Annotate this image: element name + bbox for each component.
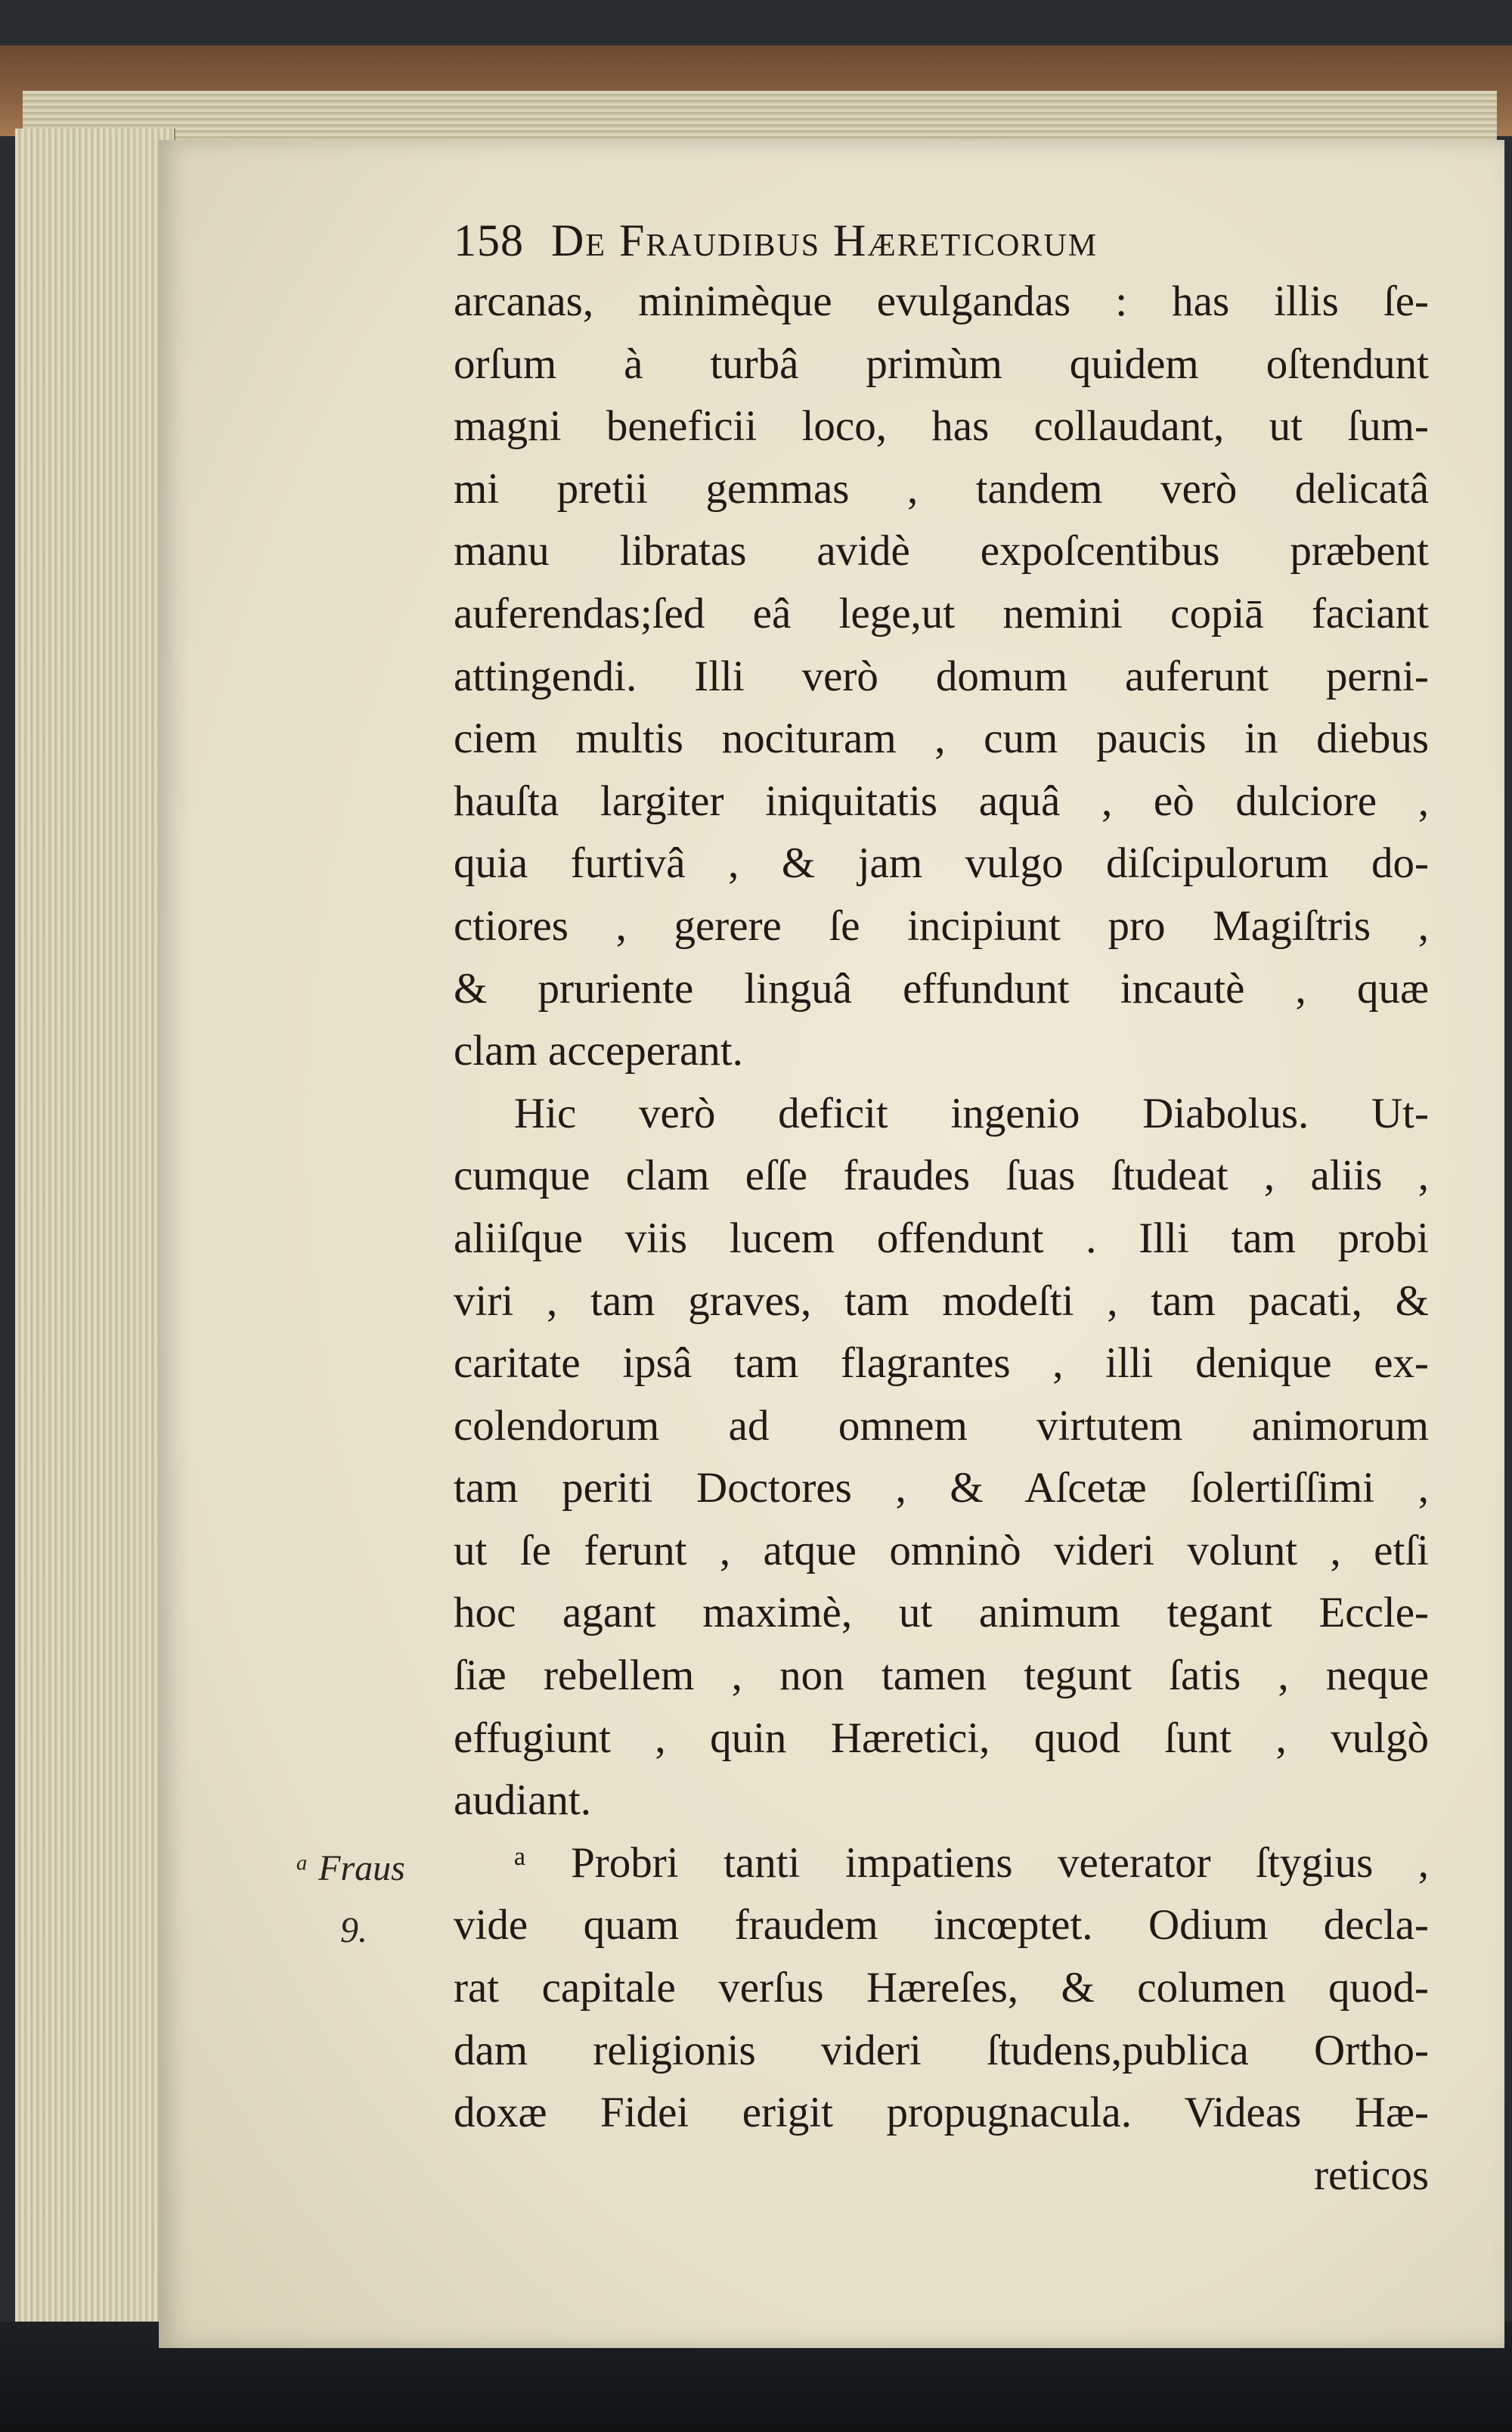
text-line: orſum à turbâ primùm quidem oſtendunt — [454, 340, 1429, 388]
text-line: ᵃ Probri tanti impatiens veterator ſtygius , — [514, 1838, 1429, 1887]
paragraph-1 — [454, 271, 1429, 1083]
running-title: De Fraudibus Hæreticorum — [551, 216, 1098, 265]
text-line: ciem multis nocituram , cum paucis in diebus — [454, 715, 1429, 763]
catchword: reticos — [1314, 2151, 1429, 2199]
text-line: ctiores , gerere ſe incipiunt pro Magiſtris , — [454, 901, 1429, 950]
marginal-note — [295, 1838, 446, 1962]
running-header — [454, 212, 1429, 269]
text-line: doxæ Fidei erigit propugnacula. Videas Hæ- — [454, 2089, 1429, 2137]
text-line: colendorum ad omnem virtutem animorum — [454, 1401, 1429, 1450]
text-line: ut ſe ferunt , atque omninò videri volunt , etſi — [454, 1526, 1429, 1574]
text-line: magni beneficii loco, has collaudant, ut ſum- — [454, 402, 1429, 451]
text-line: manu libratas avidè expoſcentibus præbent — [454, 527, 1429, 575]
text-line: cumque clam eſſe fraudes ſuas ſtudeat , aliis , — [454, 1152, 1429, 1200]
text-line: tam periti Doctores , & Aſcetæ ſolertiſſimi , — [454, 1464, 1429, 1512]
text-line: Hic verò deficit ingenio Diabolus. Ut- — [514, 1089, 1429, 1137]
text-line: attingendi. Illi verò domum auferunt perni- — [454, 652, 1429, 700]
text-line: mi pretii gemmas , tandem verò delicatâ — [454, 464, 1429, 513]
marginal-note-number: 9. — [340, 1910, 367, 1950]
text-line: auferendas;ſed eâ lege,ut nemini copiā faciant — [454, 589, 1429, 637]
text-line: rat capitale verſus Hæreſes, & columen quod- — [454, 1964, 1429, 2012]
text-line: viri , tam graves, tam modeſti , tam pacati, & — [454, 1276, 1429, 1325]
text-line: quia furtivâ , & jam vulgo diſcipulorum do- — [454, 839, 1429, 888]
text-line: caritate ipsâ tam flagrantes , illi denique ex- — [454, 1339, 1429, 1388]
text-line: & pruriente linguâ effundunt incautè , quæ — [454, 964, 1429, 1013]
marginal-note-label: ᵃ Fraus — [295, 1848, 405, 1888]
text-line: effugiunt , quin Hæretici, quod ſunt , vulgò — [454, 1714, 1429, 1762]
text-line: aliiſque viis lucem offendunt . Illi tam probi — [454, 1214, 1429, 1262]
text-line: vide quam fraudem incœptet. Odium decla- — [454, 1901, 1429, 1950]
text-line: clam acceperant. — [454, 1027, 743, 1075]
paragraph-2 — [454, 1083, 1429, 1832]
paragraph-3 — [454, 1832, 1429, 2145]
page-number: 158 — [454, 216, 524, 265]
text-line: audiant. — [454, 1776, 592, 1825]
text-line: dam religionis videri ſtudens,publica Ortho- — [454, 2026, 1429, 2074]
text-line: hauſta largiter iniquitatis aquâ , eò dulciore , — [454, 777, 1429, 825]
page-text — [454, 212, 1429, 2207]
page-stack-left-edge — [15, 129, 175, 2352]
text-line: hoc agant maximè, ut animum tegant Eccle- — [454, 1589, 1429, 1637]
text-line: ſiæ rebellem , non tamen tegunt ſatis , neque — [454, 1652, 1429, 1700]
text-line: arcanas, minimèque evulgandas : has illis ſe- — [454, 278, 1429, 325]
